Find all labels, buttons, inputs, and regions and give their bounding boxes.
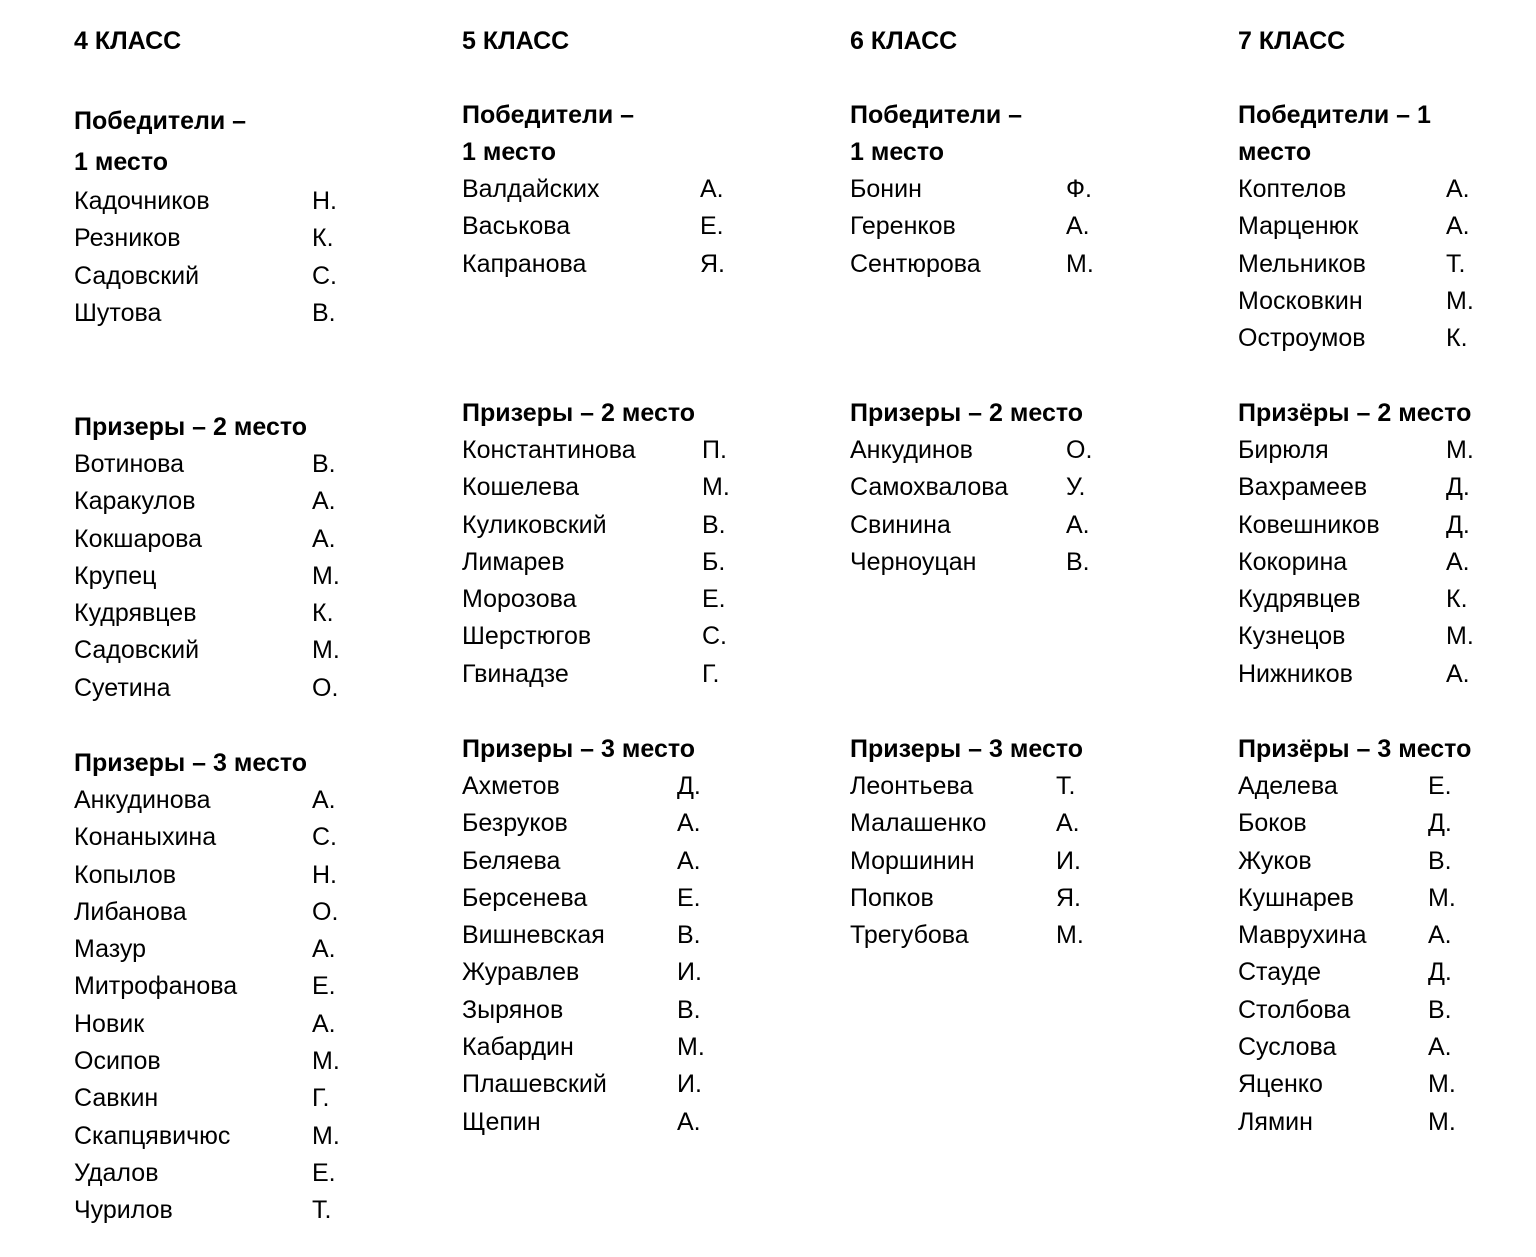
student-row	[1238, 171, 1470, 208]
student-row	[462, 1104, 701, 1141]
student-surname: Садовский	[74, 636, 200, 665]
student-surname: Митрофанова	[74, 972, 238, 1001]
student-row	[74, 857, 337, 894]
student-row	[74, 670, 339, 707]
student-row	[1238, 880, 1471, 917]
student-initial: И.	[1056, 846, 1081, 875]
student-initial: К.	[312, 224, 334, 253]
student-surname: Конаныхина	[74, 823, 217, 852]
student-row	[1238, 469, 1471, 506]
student-surname: Безруков	[462, 809, 568, 838]
student-row	[850, 805, 1083, 842]
student-initial: А.	[1066, 212, 1090, 241]
student-surname: Кокшарова	[74, 524, 203, 553]
student-initial: А.	[1446, 175, 1470, 203]
student-initial: М.	[1428, 883, 1456, 912]
student-initial: Д.	[677, 772, 701, 800]
student-initial: У.	[1066, 473, 1086, 502]
student-row	[1238, 656, 1471, 693]
student-initial: Е.	[312, 972, 336, 1001]
student-initial: И.	[677, 958, 702, 987]
student-initial: В.	[1066, 547, 1090, 576]
student-initial: М.	[702, 473, 730, 502]
student-list	[462, 768, 705, 1141]
student-surname: Чурилов	[74, 1196, 173, 1225]
student-surname: Бонин	[850, 175, 922, 203]
student-row	[850, 208, 1090, 245]
student-initial: А.	[1428, 921, 1452, 950]
student-row	[74, 483, 336, 520]
student-row	[1238, 843, 1471, 880]
student-initial: В.	[702, 510, 726, 539]
student-surname: Плашевский	[462, 1070, 607, 1099]
student-list	[850, 171, 1094, 283]
student-surname: Вотинова	[74, 450, 185, 478]
student-initial: М.	[1428, 1070, 1456, 1099]
student-initial: Е.	[700, 212, 724, 241]
student-row	[74, 595, 334, 632]
student-surname: Кузнецов	[1238, 622, 1346, 651]
award-section	[1238, 97, 1474, 357]
student-row	[462, 246, 725, 283]
section-title: Призёры – 3 место	[1238, 735, 1472, 763]
student-row	[850, 880, 1083, 917]
student-initial: Д.	[1446, 510, 1470, 539]
student-surname: Черноуцан	[850, 547, 977, 576]
section-title: Призеры – 3 место	[462, 735, 696, 763]
student-initial: П.	[702, 436, 727, 464]
student-row	[74, 446, 336, 483]
student-initial: Ф.	[1066, 175, 1092, 203]
student-row	[462, 768, 701, 805]
student-row	[74, 258, 337, 295]
student-row	[1238, 507, 1471, 544]
student-surname: Яценко	[1238, 1070, 1323, 1099]
student-initial: К.	[1446, 585, 1468, 614]
student-surname: Аделева	[1238, 772, 1338, 800]
student-row	[74, 1006, 336, 1043]
student-row	[462, 171, 724, 208]
student-row	[74, 1192, 332, 1229]
student-row	[1238, 246, 1466, 283]
student-row	[1238, 618, 1474, 655]
student-surname: Марценюк	[1238, 212, 1359, 241]
student-row	[1238, 1066, 1471, 1103]
student-initial: Д.	[1428, 958, 1452, 987]
student-row	[462, 507, 726, 544]
award-section	[850, 395, 1093, 581]
student-initial: В.	[677, 921, 701, 950]
student-row	[1238, 1029, 1471, 1066]
student-row	[462, 208, 724, 245]
student-surname: Капранова	[462, 249, 587, 278]
student-row	[462, 618, 727, 655]
student-surname: Трегубова	[850, 921, 969, 950]
section-title: 1 место	[850, 138, 945, 166]
award-section	[1238, 731, 1471, 1141]
student-row	[462, 432, 727, 469]
student-initial: Я.	[1056, 883, 1081, 912]
student-surname: Вишневская	[462, 921, 605, 950]
student-surname: Остроумов	[1238, 324, 1366, 353]
student-surname: Ковешников	[1238, 510, 1380, 539]
grade-title: 5 КЛАСС	[462, 27, 570, 55]
student-row	[462, 1029, 705, 1066]
student-list	[462, 432, 730, 693]
student-surname: Геренков	[850, 212, 956, 241]
student-row	[1238, 320, 1468, 357]
student-row	[1238, 283, 1474, 320]
student-initial: Е.	[312, 1158, 336, 1187]
student-row	[850, 432, 1093, 469]
student-surname: Осипов	[74, 1047, 161, 1076]
student-initial: А.	[312, 935, 336, 964]
student-row	[1238, 954, 1471, 991]
student-row	[850, 843, 1083, 880]
student-surname: Кадочников	[74, 187, 210, 215]
section-title: Победители –	[74, 107, 247, 135]
student-initial: А.	[677, 846, 701, 875]
student-row	[1238, 208, 1470, 245]
student-row	[74, 894, 339, 931]
student-initial: М.	[312, 636, 340, 665]
student-initial: А.	[1446, 547, 1470, 576]
student-surname: Ахметов	[462, 772, 560, 800]
award-section	[74, 101, 337, 332]
student-surname: Савкин	[74, 1084, 159, 1113]
section-title: Победители – 1	[1238, 101, 1431, 129]
student-surname: Валдайских	[462, 175, 600, 203]
student-surname: Кудрявцев	[1238, 585, 1361, 614]
grade-title: 7 КЛАСС	[1238, 27, 1346, 55]
student-surname: Беляева	[462, 846, 561, 875]
student-surname: Суслова	[1238, 1033, 1337, 1062]
student-initial: К.	[312, 599, 334, 628]
student-initial: А.	[312, 786, 336, 814]
student-initial: А.	[312, 487, 336, 516]
student-row	[74, 968, 336, 1005]
student-list	[74, 446, 340, 707]
student-row	[462, 1066, 702, 1103]
award-section	[462, 395, 730, 693]
student-initial: А.	[312, 1009, 336, 1038]
student-row	[850, 544, 1090, 581]
student-surname: Бирюля	[1238, 436, 1329, 464]
student-row	[1238, 581, 1471, 618]
student-row	[74, 632, 340, 669]
student-row	[850, 917, 1083, 954]
student-list	[74, 183, 337, 332]
student-surname: Анкудинова	[74, 786, 211, 814]
student-initial: М.	[312, 561, 340, 590]
student-surname: Нижников	[1238, 659, 1353, 688]
student-surname: Васькова	[462, 212, 571, 241]
student-row	[74, 1080, 330, 1117]
student-initial: В.	[312, 298, 336, 327]
student-initial: Н.	[312, 860, 337, 889]
student-surname: Коптелов	[1238, 175, 1347, 203]
student-initial: И.	[677, 1070, 702, 1099]
student-surname: Суетина	[74, 673, 171, 702]
student-row	[1238, 805, 1471, 842]
student-surname: Малашенко	[850, 809, 987, 838]
section-title: Призёры – 2 место	[1238, 399, 1472, 427]
student-surname: Мазур	[74, 935, 147, 964]
student-initial: А.	[1428, 1033, 1452, 1062]
student-surname: Маврухина	[1238, 921, 1367, 950]
student-row	[74, 558, 340, 595]
student-surname: Кабардин	[462, 1033, 574, 1062]
student-surname: Шерстюгов	[462, 622, 592, 651]
student-surname: Кушнарев	[1238, 883, 1354, 912]
student-row	[74, 1155, 336, 1192]
student-initial: А.	[1056, 809, 1080, 838]
award-section	[1238, 395, 1474, 693]
student-initial: О.	[312, 897, 339, 926]
student-initial: Е.	[702, 585, 726, 614]
student-initial: Д.	[1446, 473, 1470, 502]
student-initial: М.	[312, 1121, 340, 1150]
award-section	[462, 731, 705, 1141]
student-initial: С.	[312, 823, 337, 852]
student-initial: Е.	[677, 883, 701, 912]
student-row	[462, 581, 726, 618]
student-surname: Гвинадзе	[462, 659, 569, 688]
student-surname: Стауде	[1238, 958, 1322, 987]
student-initial: М.	[1056, 921, 1084, 950]
section-title: 1 место	[74, 148, 169, 176]
section-title: место	[1238, 138, 1312, 166]
student-surname: Константинова	[462, 436, 636, 464]
student-list	[1238, 432, 1474, 693]
student-initial: Б.	[702, 547, 726, 576]
student-initial: М.	[312, 1047, 340, 1076]
student-row	[74, 1118, 340, 1155]
student-surname: Столбова	[1238, 995, 1351, 1024]
student-row	[462, 880, 701, 917]
student-initial: М.	[1428, 1107, 1456, 1136]
student-list	[74, 782, 340, 1230]
student-initial: Д.	[1428, 809, 1452, 838]
student-surname: Попков	[850, 883, 934, 912]
student-surname: Жуков	[1238, 846, 1312, 875]
student-surname: Журавлев	[462, 958, 580, 987]
student-surname: Куликовский	[462, 510, 607, 539]
student-row	[462, 544, 726, 581]
student-row	[74, 183, 337, 220]
student-row	[462, 917, 701, 954]
student-initial: Г.	[702, 659, 720, 688]
student-surname: Либанова	[74, 897, 187, 926]
student-list	[462, 171, 725, 283]
section-title: Победители –	[462, 101, 635, 129]
student-surname: Кокорина	[1238, 547, 1348, 576]
student-initial: А.	[677, 1107, 701, 1136]
student-initial: В.	[677, 995, 701, 1024]
student-surname: Зырянов	[462, 995, 564, 1024]
student-row	[1238, 992, 1471, 1029]
student-surname: Мельников	[1238, 249, 1366, 278]
student-initial: Т.	[1446, 249, 1466, 278]
student-surname: Кошелева	[462, 473, 579, 502]
student-surname: Лимарев	[462, 547, 565, 576]
student-surname: Резников	[74, 224, 181, 253]
student-surname: Сентюрова	[850, 249, 981, 278]
student-row	[1238, 917, 1471, 954]
student-surname: Скапцявичюс	[74, 1121, 231, 1150]
student-row	[74, 931, 336, 968]
student-surname: Анкудинов	[850, 436, 973, 464]
student-initial: О.	[1066, 436, 1093, 464]
student-row	[1238, 432, 1474, 469]
student-initial: М.	[677, 1033, 705, 1062]
student-row	[462, 843, 701, 880]
student-initial: М.	[1446, 286, 1474, 315]
student-initial: Н.	[312, 187, 337, 215]
student-row	[462, 992, 701, 1029]
student-row	[74, 782, 336, 819]
student-initial: Я.	[700, 249, 725, 278]
student-initial: А.	[1066, 510, 1090, 539]
student-initial: Е.	[1428, 772, 1452, 800]
student-surname: Боков	[1238, 809, 1307, 838]
student-row	[462, 656, 720, 693]
grade-title: 6 КЛАСС	[850, 27, 958, 55]
student-initial: М.	[1446, 622, 1474, 651]
student-initial: Т.	[1056, 772, 1076, 800]
student-row	[462, 805, 701, 842]
student-initial: А.	[1446, 212, 1470, 241]
student-row	[462, 469, 730, 506]
student-initial: В.	[1428, 846, 1452, 875]
student-surname: Шутова	[74, 298, 162, 327]
student-surname: Берсенева	[462, 883, 588, 912]
section-title: 1 место	[462, 138, 557, 166]
student-row	[1238, 544, 1471, 581]
student-row	[74, 819, 337, 856]
student-initial: Г.	[312, 1084, 330, 1113]
student-row	[74, 295, 336, 332]
section-title: Призеры – 2 место	[74, 413, 308, 441]
section-title: Призеры – 2 место	[462, 399, 696, 427]
student-initial: А.	[700, 175, 724, 203]
student-list	[850, 768, 1083, 954]
student-surname: Кудрявцев	[74, 599, 197, 628]
section-title: Призеры – 3 место	[74, 749, 308, 777]
student-initial: А.	[312, 524, 336, 553]
award-section	[74, 408, 340, 707]
student-row	[850, 246, 1094, 283]
student-initial: О.	[312, 673, 339, 702]
student-row	[462, 954, 702, 991]
student-list	[1238, 171, 1474, 357]
student-row	[850, 171, 1092, 208]
student-row	[74, 521, 336, 558]
section-title: Призеры – 3 место	[850, 735, 1084, 763]
student-row	[850, 507, 1090, 544]
student-surname: Крупец	[74, 561, 157, 590]
student-list	[1238, 768, 1471, 1141]
student-row	[74, 220, 334, 257]
award-section	[850, 731, 1083, 954]
student-initial: К.	[1446, 324, 1468, 353]
grade-title: 4 КЛАСС	[74, 27, 182, 55]
student-surname: Садовский	[74, 261, 200, 290]
award-section	[462, 97, 725, 283]
student-surname: Щепин	[462, 1107, 541, 1136]
student-initial: С.	[702, 622, 727, 651]
student-initial: В.	[312, 450, 336, 478]
student-initial: А.	[1446, 659, 1470, 688]
student-row	[850, 768, 1083, 805]
student-list	[850, 432, 1093, 581]
student-initial: С.	[312, 261, 337, 290]
student-row	[1238, 1104, 1471, 1141]
student-surname: Леонтьева	[850, 772, 974, 800]
student-surname: Вахрамеев	[1238, 473, 1368, 502]
student-initial: А.	[677, 809, 701, 838]
student-surname: Московкин	[1238, 286, 1363, 315]
award-section	[74, 744, 340, 1230]
student-initial: М.	[1066, 249, 1094, 278]
student-surname: Лямин	[1238, 1107, 1313, 1136]
student-surname: Морозова	[462, 585, 577, 614]
student-surname: Новик	[74, 1009, 145, 1038]
student-surname: Удалов	[74, 1158, 159, 1187]
student-surname: Каракулов	[74, 487, 196, 516]
student-initial: М.	[1446, 436, 1474, 464]
student-row	[850, 469, 1086, 506]
student-surname: Свинина	[850, 510, 951, 539]
student-surname: Копылов	[74, 860, 177, 889]
student-row	[1238, 768, 1471, 805]
section-title: Призеры – 2 место	[850, 399, 1084, 427]
student-initial: В.	[1428, 995, 1452, 1024]
student-surname: Самохвалова	[850, 473, 1009, 502]
student-row	[74, 1043, 340, 1080]
student-surname: Моршинин	[850, 846, 975, 875]
student-initial: Т.	[312, 1196, 332, 1225]
award-section	[850, 97, 1094, 283]
section-title: Победители –	[850, 101, 1023, 129]
